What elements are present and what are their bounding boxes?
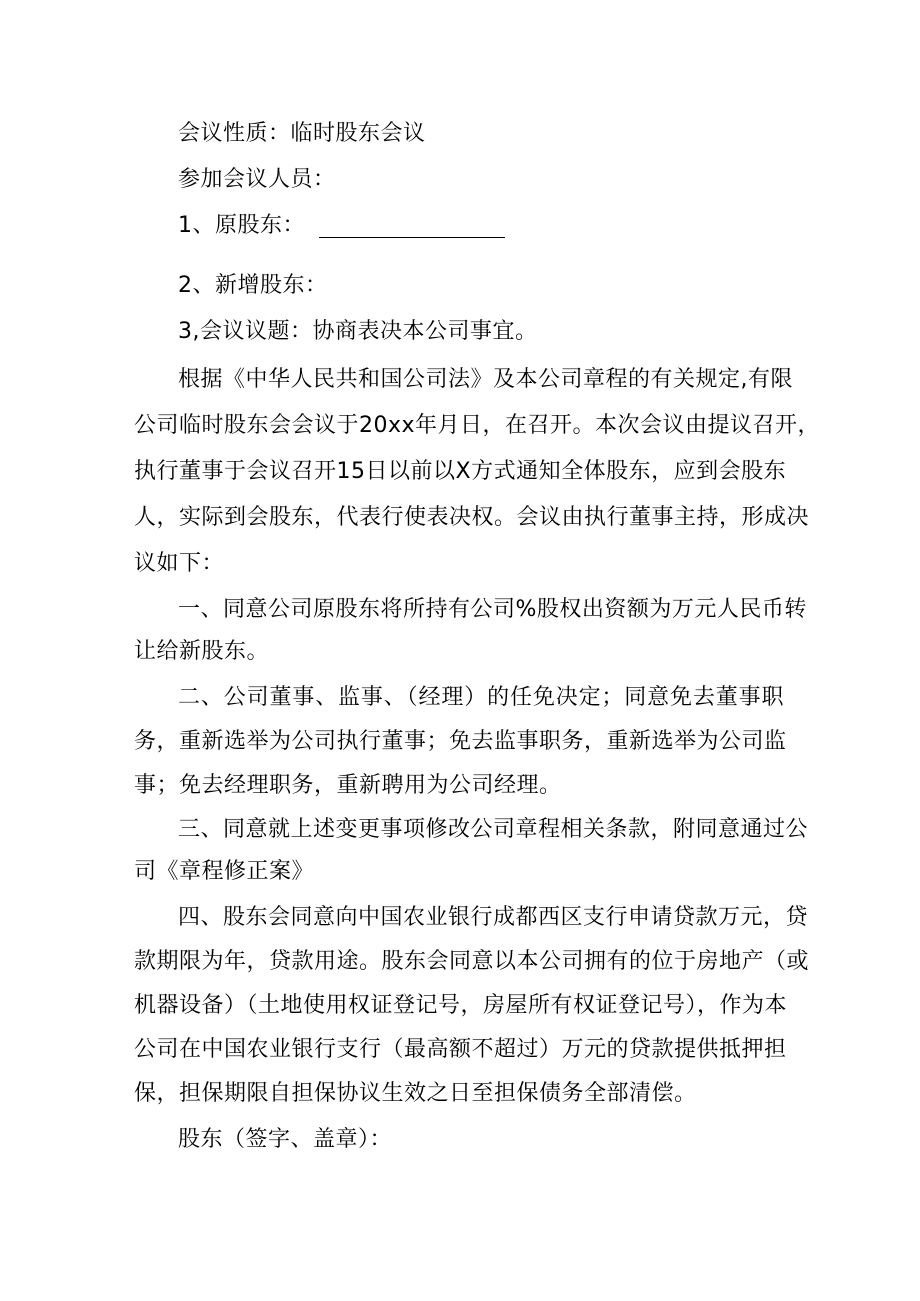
- item1-line-1: 一、同意公司原股东将所持有公司%股权出资额为万元人民币转: [178, 597, 807, 622]
- original-shareholder-blank: [319, 215, 505, 238]
- attendees-label: 参加会议人员：: [178, 167, 336, 192]
- intro-line-1: 根据《中华人民共和国公司法》及本公司章程的有关规定,有限: [178, 367, 793, 392]
- item4-line-5: 保，担保期限自担保协议生效之日至担保债务全部清偿。: [134, 1081, 697, 1106]
- original-shareholder-line: [178, 212, 505, 240]
- item2-line-3: 事；免去经理职务，重新聘用为公司经理。: [134, 773, 562, 798]
- signature-label: 股东（签字、盖章）：: [178, 1127, 393, 1152]
- original-shareholder-label: 1、原股东：: [178, 213, 305, 238]
- intro-line-5: 议如下：: [134, 551, 225, 576]
- intro-line-4: 人，实际到会股东，代表行使表决权。会议由执行董事主持，形成决: [134, 505, 810, 530]
- meeting-topic: 3,会议议题：协商表决本公司事宜。: [178, 319, 538, 344]
- intro-line-2: 公司临时股东会会议于20xx年月日，在召开。本次会议由提议召开，: [134, 413, 821, 438]
- item3-line-2: 司《章程修正案》: [134, 859, 315, 884]
- intro-line-3: 执行董事于会议召开15日以前以X方式通知全体股东，应到会股东: [134, 459, 787, 484]
- meeting-nature: 会议性质：临时股东会议: [178, 121, 426, 146]
- new-shareholder-label: 2、新增股东：: [178, 273, 328, 298]
- item1-line-2: 让给新股东。: [134, 639, 270, 664]
- item2-line-1: 二、公司董事、监事、（经理）的任免决定；同意免去董事职: [178, 685, 784, 710]
- item4-line-3: 机器设备）（土地使用权证登记号，房屋所有权证登记号），作为本: [134, 993, 788, 1018]
- item4-line-1: 四、股东会同意向中国农业银行成都西区支行申请贷款万元，贷: [178, 905, 809, 930]
- item4-line-4: 公司在中国农业银行支行（最高额不超过）万元的贷款提供抵押担: [134, 1037, 787, 1062]
- item3-line-1: 三、同意就上述变更事项修改公司章程相关条款，附同意通过公: [178, 817, 809, 842]
- item2-line-2: 务，重新选举为公司执行董事；免去监事职务，重新选举为公司监: [134, 729, 787, 754]
- item4-line-2: 款期限为年，贷款用途。股东会同意以本公司拥有的位于房地产（或: [134, 949, 810, 974]
